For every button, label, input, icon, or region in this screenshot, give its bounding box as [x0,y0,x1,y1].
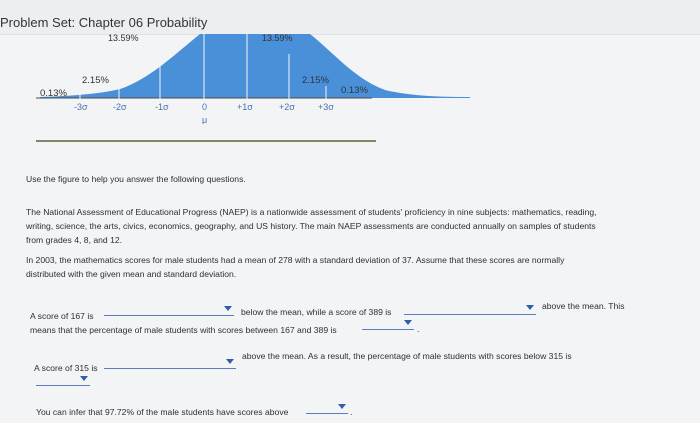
curve-fill [40,34,470,98]
paragraph-line: In 2003, the mathematics scores for male students had a mean of 278 with a standard deviation of 37. Assume that these scores are normally [26,255,565,265]
q3-text-part2: . [350,407,353,417]
dropdown-arrow-icon [526,305,534,310]
q1-text-part2: below the mean, while a score of 389 is [241,307,392,317]
scores-paragraph [26,253,564,281]
axis-mu-label: μ [202,115,208,124]
q3-text-part1: You can infer that 97.72% of the male students have scores above [36,407,289,417]
dropdown-arrow-icon [80,376,88,381]
page-title: Problem Set: Chapter 06 Probability [0,15,208,30]
section-divider [36,140,376,142]
q1-dropdown-389[interactable] [404,304,536,315]
q1-text-part3: above the mean. This [542,301,625,311]
axis-tick-zero: 0 [202,102,208,112]
q2-dropdown-315[interactable] [104,358,236,369]
paragraph-line: from grades 4, 8, and 12. [26,235,123,245]
axis-tick-minus1sigma: -1σ [155,102,169,112]
instructions-text: Use the figure to help you answer the following questions. [26,174,246,184]
region-label-right: 2.15% [302,75,329,86]
top-bar [0,0,700,35]
dropdown-arrow-icon [226,359,234,364]
top-left-percentage: 13.59% [108,34,139,43]
q1-text-part5: . [417,324,420,334]
q2-text-part1: A score of 315 is [34,363,98,373]
axis-tick-minus2sigma: -2σ [113,102,127,112]
axis-tick-plus2sigma: +2σ [279,102,295,112]
region-label-far-left: 0.13% [40,88,67,99]
paragraph-line: writing, science, the arts, civics, economics, geography, and US history. The main NAEP assessments are conducted annually on samples of students [26,221,596,231]
q1-text-part4: means that the percentage of male students with scores between 167 and 389 is [30,325,337,335]
region-label-left: 2.15% [82,75,109,86]
axis-tick-minus3sigma: -3σ [74,102,88,112]
dropdown-arrow-icon [404,320,412,325]
q2-text-part2: above the mean. As a result, the percentage of male students with scores below 315 is [242,351,572,361]
dropdown-arrow-icon [224,306,232,311]
bell-curve-svg [0,34,700,124]
q1-dropdown-167[interactable] [104,305,234,316]
dropdown-arrow-icon [338,404,346,409]
q1-dropdown-percentage[interactable] [362,319,414,330]
q3-dropdown-score[interactable] [306,403,348,414]
axis-tick-plus1sigma: +1σ [237,102,253,112]
paragraph-line: The National Assessment of Educational Progress (NAEP) is a nationwide assessment of students' proficiency in nine subjects: mathematics, reading, [26,207,597,217]
paragraph-line: distributed with the given mean and standard deviation. [26,269,237,279]
top-right-percentage: 13.59% [262,34,293,43]
naep-paragraph [26,205,597,247]
region-label-far-right: 0.13% [341,85,368,96]
axis-tick-plus3sigma: +3σ [318,102,334,112]
q2-dropdown-percentage[interactable] [36,375,90,386]
q1-text-part1: A score of 167 is [30,311,94,321]
normal-distribution-figure [0,34,700,124]
